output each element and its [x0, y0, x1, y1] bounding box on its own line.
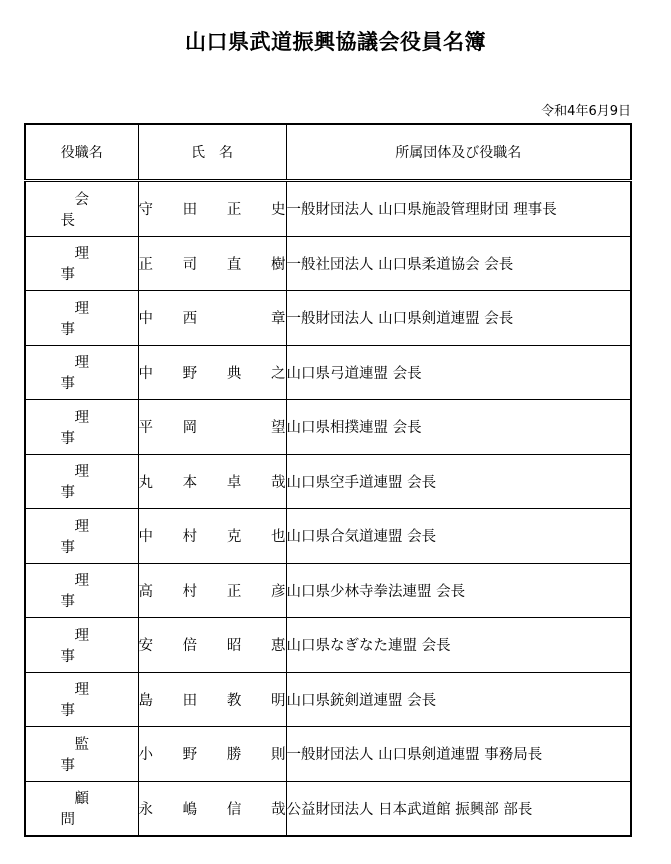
name-cell: 守田正史 [138, 181, 286, 237]
organization-cell: 山口県弓道連盟 会長 [286, 345, 631, 400]
organization-cell: 山口県相撲連盟 会長 [286, 400, 631, 455]
role-cell: 理事 [25, 672, 138, 727]
name-cell: 中村克也 [138, 509, 286, 564]
table-row [25, 291, 631, 346]
organization-cell: 山口県なぎなた連盟 会長 [286, 618, 631, 673]
name-cell: 丸本卓哉 [138, 454, 286, 509]
organization-cell: 一般財団法人 山口県剣道連盟 会長 [286, 291, 631, 346]
organization-cell: 山口県空手道連盟 会長 [286, 454, 631, 509]
table-row [25, 672, 631, 727]
page-title: 山口県武道振興協議会役員名簿 [185, 30, 486, 54]
role-cell: 会長 [25, 181, 138, 237]
officers-table [24, 123, 632, 837]
role-cell: 理事 [25, 563, 138, 618]
organization-cell: 山口県合気道連盟 会長 [286, 509, 631, 564]
organization-cell: 一般財団法人 山口県剣道連盟 事務局長 [286, 727, 631, 782]
name-cell: 中西 章 [138, 291, 286, 346]
name-cell: 安倍昭恵 [138, 618, 286, 673]
header-role: 役職名 [25, 124, 138, 181]
table-row [25, 181, 631, 237]
name-cell: 島田教明 [138, 672, 286, 727]
table-row [25, 618, 631, 673]
role-cell: 理事 [25, 236, 138, 291]
name-cell: 正司直樹 [138, 236, 286, 291]
table-row [25, 400, 631, 455]
role-cell: 理事 [25, 618, 138, 673]
table-header-row [25, 124, 631, 181]
document-date: 令和4年6月9日 [541, 104, 631, 119]
table-row [25, 454, 631, 509]
name-cell: 小野勝則 [138, 727, 286, 782]
organization-cell: 山口県銃剣道連盟 会長 [286, 672, 631, 727]
role-cell: 顧問 [25, 781, 138, 836]
organization-cell: 一般財団法人 山口県施設管理財団 理事長 [286, 181, 631, 237]
role-cell: 監事 [25, 727, 138, 782]
name-cell: 永嶋信哉 [138, 781, 286, 836]
name-cell: 高村正彦 [138, 563, 286, 618]
role-cell: 理事 [25, 454, 138, 509]
organization-cell: 公益財団法人 日本武道館 振興部 部長 [286, 781, 631, 836]
role-cell: 理事 [25, 509, 138, 564]
name-cell: 中野典之 [138, 345, 286, 400]
table-row [25, 781, 631, 836]
header-name: 氏 名 [138, 124, 286, 181]
role-cell: 理事 [25, 345, 138, 400]
table-row [25, 563, 631, 618]
table-row [25, 727, 631, 782]
table-row [25, 345, 631, 400]
header-organization: 所属団体及び役職名 [286, 124, 631, 181]
role-cell: 理事 [25, 291, 138, 346]
name-cell: 平岡 望 [138, 400, 286, 455]
organization-cell: 山口県少林寺拳法連盟 会長 [286, 563, 631, 618]
table-row [25, 236, 631, 291]
table-row [25, 509, 631, 564]
role-cell: 理事 [25, 400, 138, 455]
organization-cell: 一般社団法人 山口県柔道協会 会長 [286, 236, 631, 291]
